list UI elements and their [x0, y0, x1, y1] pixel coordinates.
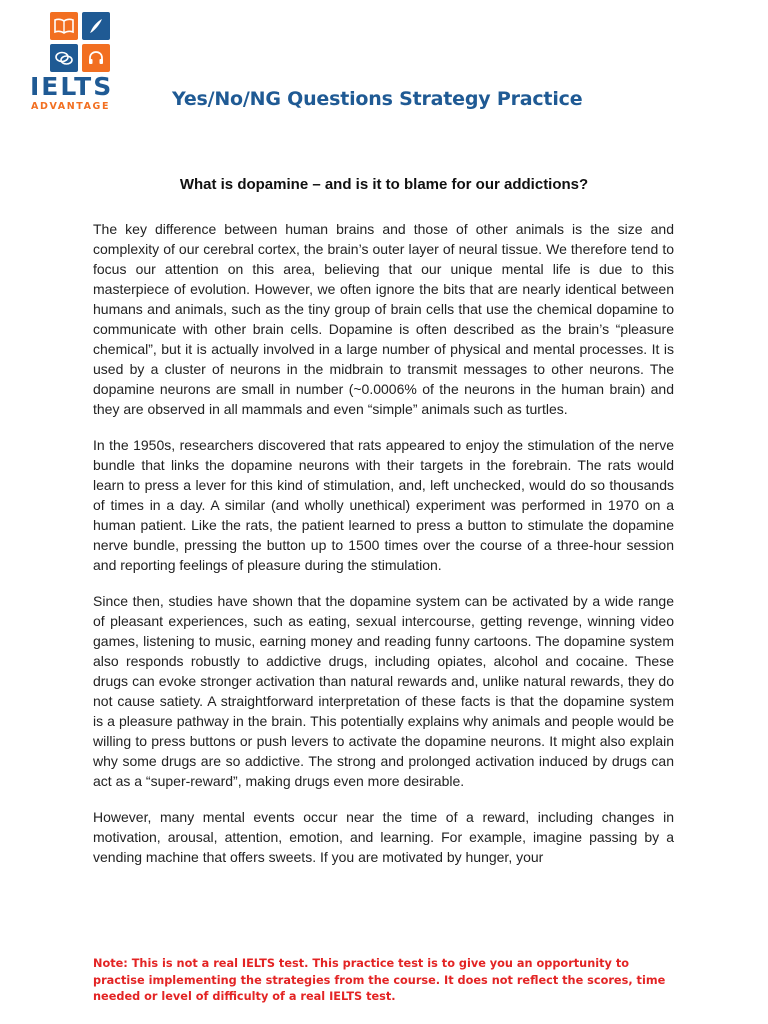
page-title: Yes/No/NG Questions Strategy Practice: [172, 88, 583, 110]
headphones-icon: [82, 44, 110, 72]
article-paragraph: In the 1950s, researchers discovered that rats appeared to enjoy the stimulation of the nerve bundle that links the dopamine neurons with their targets in the forebrain. The rats would learn to press a lever for this kind of stimulation, and, left unchecked, would do so thousands of times in a day. A similar (and wholly unethical) experiment was performed in 1970 on a human patient. Like the rats, the patient learned to press a button to stimulate the dopamine nerve bundle, pressing the button up to 1500 times over the course of a three-hour session and reporting feelings of pleasure during the stimulation.: [93, 437, 674, 573]
logo-subtext: ADVANTAGE: [31, 101, 111, 112]
article-body: [93, 219, 674, 863]
ielts-advantage-logo: [30, 12, 130, 112]
book-icon: [50, 12, 78, 40]
chat-bubble-icon: [50, 44, 78, 72]
pen-icon: [82, 12, 110, 40]
logo-wordmark: IELTS: [30, 72, 114, 101]
disclaimer-note: Note: This is not a real IELTS test. This practice test is to give you an opportunity to practise implementing the strategies from the course. It does not reflect the scores, time needed or level of difficulty of a real IELTS test.: [93, 957, 666, 1003]
article-paragraph: Since then, studies have shown that the dopamine system can be activated by a wide range of pleasant experiences, such as eating, sexual intercourse, getting revenge, winning video games, listening to music, earning money and reading funny cartoons. The dopamine system also responds robustly to addictive drugs, including opiates, alcohol and cocaine. These drugs can evoke stronger activation than natural rewards and, unlike natural rewards, they do not cause satiety. A straightforward interpretation of these facts is that the dopamine system is a pleasure pathway in the brain. This potentially explains why animals and people would be willing to press buttons or push levers to activate the dopamine neurons. It might also explain why some drugs are so addictive. The strong and prolonged activation induced by drugs can act as a “super-reward”, making drugs even more desirable.: [93, 593, 674, 789]
article-paragraph: The key difference between human brains and those of other animals is the size and complexity of our cerebral cortex, the brain’s outer layer of neural tissue. We therefore tend to focus our attention on this area, believing that our unique mental life is due to this masterpiece of evolution. However, we often ignore the bits that are nearly identical between humans and animals, such as the tiny group of brain cells that use the chemical dopamine to communicate with other brain cells. Dopamine is often described as the brain’s “pleasure chemical”, but it is actually involved in a large number of physical and mental processes. It is used by a cluster of neurons in the midbrain to transmit messages to other neurons. The dopamine neurons are small in number (~0.0006% of the neurons in the human brain) and they are observed in all mammals and even “simple” animals such as turtles.: [93, 221, 674, 417]
logo-icon-grid: [50, 12, 110, 72]
article-title: What is dopamine – and is it to blame for our addictions?: [179, 176, 589, 193]
article-paragraph: However, many mental events occur near the time of a reward, including changes in motivation, arousal, attention, emotion, and learning. For example, imagine passing by a vending machine that offers sweets. If you are motivated by hunger, your: [93, 809, 674, 865]
